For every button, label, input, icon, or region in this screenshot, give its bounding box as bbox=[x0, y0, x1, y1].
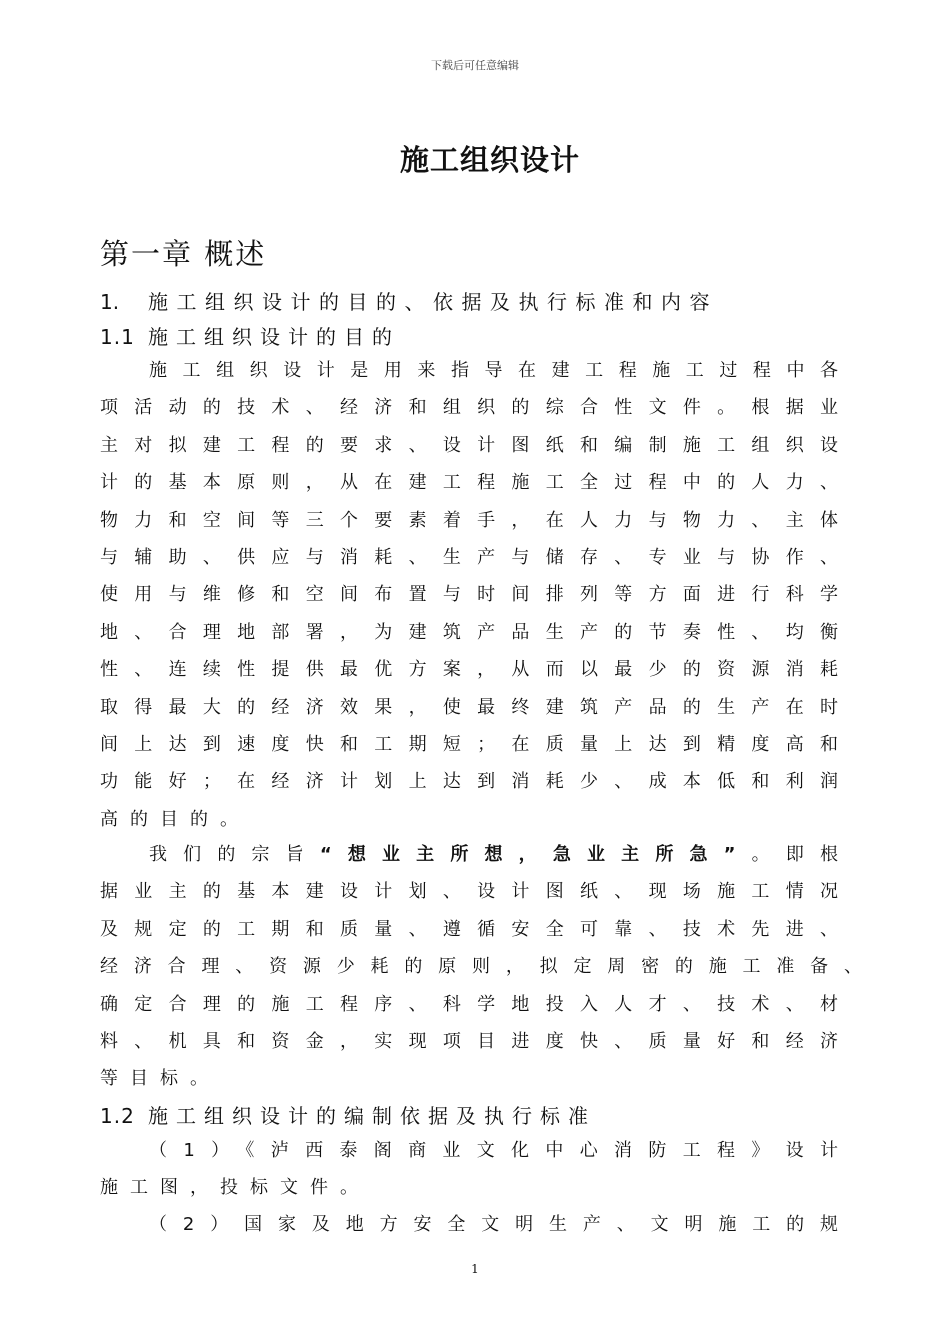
paragraph-line: 及规定的工期和质量、遵循安全可靠、技术先进、 bbox=[100, 918, 838, 940]
section-number: 1.1 bbox=[100, 325, 135, 349]
section-heading-1-2 bbox=[100, 1100, 596, 1129]
paragraph-purpose bbox=[100, 352, 838, 838]
paragraph-tenet bbox=[100, 836, 862, 1098]
paragraph-line: 地、合理地部署，为建筑产品生产的节奏性、均衡 bbox=[100, 621, 838, 643]
paragraph-line: 确定合理的施工程序、科学地投入人才、技术、材 bbox=[100, 993, 838, 1015]
page-number: 1 bbox=[471, 1262, 479, 1276]
paragraph-line: 料、机具和资金，实现项目进度快、质量好和经济 bbox=[100, 1030, 838, 1052]
paragraph-line: 施工图，投标文件。 bbox=[100, 1177, 370, 1199]
paragraph-line: 经济合理、资源少耗的原则，拟定周密的施工准备、 bbox=[100, 956, 862, 978]
section-title: 施工组织设计的编制依据及执行标准 bbox=[148, 1104, 596, 1128]
paragraph-line: （1）《泸西泰阁商业文化中心消防工程》设计 bbox=[149, 1140, 838, 1161]
paragraph-line: 使用与维修和空间布置与时间排列等方面进行科学 bbox=[100, 584, 838, 606]
tenet-intro: 我们的宗旨 bbox=[149, 844, 320, 865]
paragraph-basis-2 bbox=[100, 1206, 838, 1243]
paragraph-line: 功能好；在经济计划上达到消耗少、成本低和利润 bbox=[100, 771, 838, 793]
paragraph-line: 物力和空间等三个要素着手，在人力与物力、主体 bbox=[100, 509, 838, 531]
section-heading-1 bbox=[100, 286, 718, 315]
document-title: 施工组织设计 bbox=[399, 143, 580, 177]
chapter-heading: 第一章 概述 bbox=[100, 237, 267, 271]
paragraph-line: 间上达到速度快和工期短；在质量上达到精度高和 bbox=[100, 733, 838, 755]
section-title: 施工组织设计的目的、依据及执行标准和内容 bbox=[148, 290, 718, 314]
paragraph-line: （2）国家及地方安全文明生产、文明施工的规 bbox=[149, 1214, 838, 1235]
paragraph-line: 取得最大的经济效果，使最终建筑产品的生产在时 bbox=[100, 696, 838, 718]
section-title: 施工组织设计的目的 bbox=[148, 325, 400, 349]
section-number: 1. bbox=[100, 290, 120, 314]
paragraph-line: 计的基本原则，从在建工程施工全过程中的人力、 bbox=[100, 472, 838, 494]
tenet-outro: 。即根 bbox=[735, 844, 838, 865]
paragraph-line: 施工组织设计是用来指导在建工程施工过程中各 bbox=[149, 360, 838, 381]
paragraph-line: 项活动的技术、经济和组织的综合性文件。根据业 bbox=[100, 397, 838, 419]
section-number: 1.2 bbox=[100, 1104, 135, 1128]
tenet-quote: “想业主所想，急业主所急” bbox=[319, 844, 736, 865]
section-heading-1-1 bbox=[100, 321, 400, 350]
paragraph-line: 据业主的基本建设计划、设计图纸、现场施工情况 bbox=[100, 881, 838, 903]
page-header: 下载后可任意编辑 bbox=[431, 59, 519, 72]
paragraph-line: 等目标。 bbox=[100, 1068, 220, 1090]
paragraph-line bbox=[100, 836, 838, 873]
paragraph-line: 高的目的。 bbox=[100, 808, 250, 830]
paragraph-line: 主对拟建工程的要求、设计图纸和编制施工组织设 bbox=[100, 434, 838, 456]
paragraph-line: 性、连续性提供最优方案，从而以最少的资源消耗 bbox=[100, 659, 838, 681]
paragraph-line: 与辅助、供应与消耗、生产与储存、专业与协作、 bbox=[100, 546, 838, 568]
paragraph-basis-1 bbox=[100, 1132, 838, 1207]
